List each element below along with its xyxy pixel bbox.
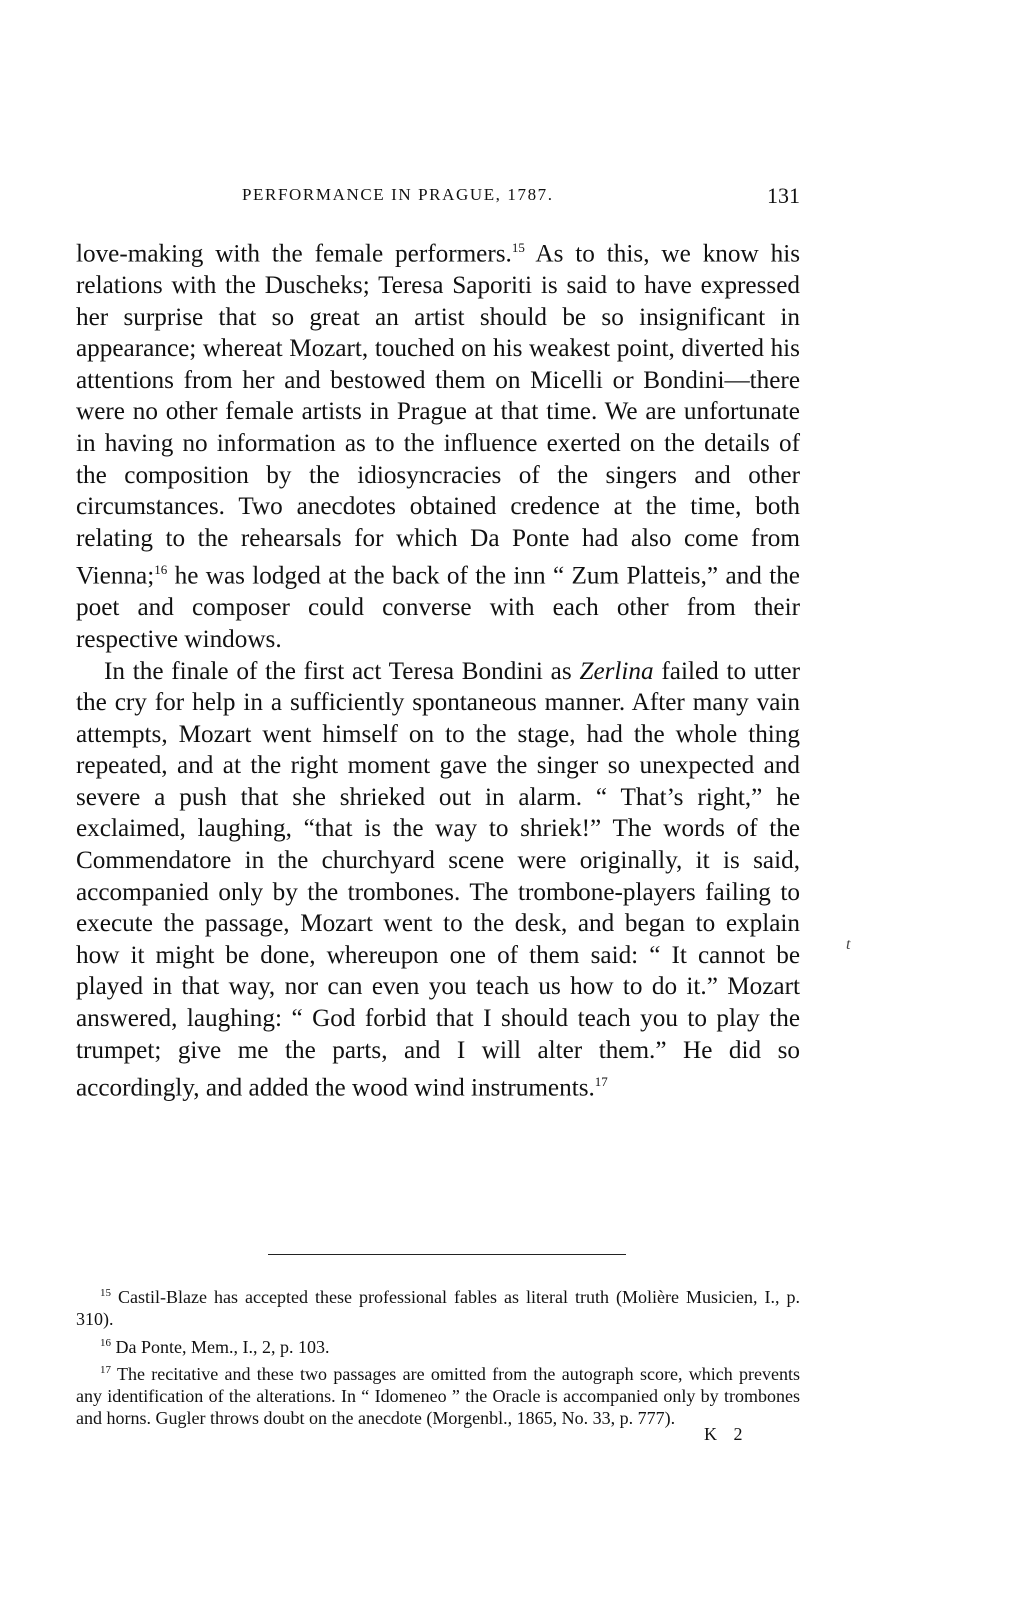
body-text [76,232,800,1104]
footnote-number: 16 [100,1336,111,1349]
footnote-15 [76,1282,800,1331]
footnote-number: 17 [100,1363,111,1376]
paragraph-text: As to this, we know his relations with the Duscheks; Teresa Saporiti is said to have expressed her surprise that so great an artist should be so insignificant in appearance; whereat Mozart, touched on his weakest point, diverted his attentions from her and bestowed them on Micelli or Bondini—there were no other female artists in Prague at that time. We are unfortunate in having no information as to the influence exerted on the details of the composition by the idiosyncracies of the singers and other circumstances. Two anecdotes obtained credence at the time, both relating to the rehearsals for which Da Ponte had also come from Vienna; [76,240,800,590]
footnote-text: Da Ponte, Mem., I., 2, p. 103. [115,1336,330,1357]
footnote-rule [268,1254,626,1255]
margin-mark: t [846,936,851,953]
footnote-text: The recitative and these two passages are omitted from the autograph score, which prevents any identification of the alterations. In “ Idomeneo ” the Oracle is accompanied only by trombones and horns. Gugler throws doubt on the anecdote (Morgenbl., 1865, No. 33, p. 777). [76,1363,800,1429]
footnote-number: 15 [100,1287,111,1299]
paragraph-text: In the finale of the first act Teresa Bondini as [104,657,580,685]
role-name-zerlina: Zerlina [579,657,654,685]
footnote-ref-15: 15 [511,240,525,255]
footnotes [76,1282,800,1430]
running-title: PERFORMANCE IN PRAGUE, 1787. [242,185,554,204]
signature-mark: K 2 [704,1424,749,1444]
paragraph-1 [76,232,800,656]
footnote-ref-17: 17 [594,1074,608,1090]
footnote-16 [76,1332,800,1358]
paragraph-text: failed to utter the cry for help in a sufficiently spontaneous manner. After many vain attempts, Mozart went himself on to the stage, had the whole thing repeated, and at the right moment gave the singer so unexpected and severe a push that she shrieked out in alarm. “ That’s right,” he exclaimed, laughing, “that is the way to shriek!” The words of the Commendatore in the churchyard scene were originally, it is said, accompanied only by the trombones. The trombone-players failing to execute the passage, Mozart went to the desk, and began to explain how it might be done, whereupon one of them said: “ It cannot be played in that way, nor can even you teach us how to do it.” Mozart answered, laughing: “ God forbid that I should teach you to play the trumpet; give me the parts, and I will alter them.” He did so accordingly, and added the wood wind instruments. [76,657,800,1102]
paragraph-2 [76,656,800,1105]
footnote-text: Castil-Blaze has accepted these professional fables as literal truth (Molière Musicien, I., p. 310). [76,1287,801,1330]
footnote-17 [76,1359,800,1430]
page-number: 131 [767,183,800,208]
footnote-ref-16: 16 [154,562,168,578]
running-head [76,185,800,213]
paragraph-text: love-making with the female performers. [76,240,512,268]
paragraph-text: he was lodged at the back of the inn “ Zum Platteis,” and the poet and composer could converse with each other from their respective windows. [76,562,800,653]
